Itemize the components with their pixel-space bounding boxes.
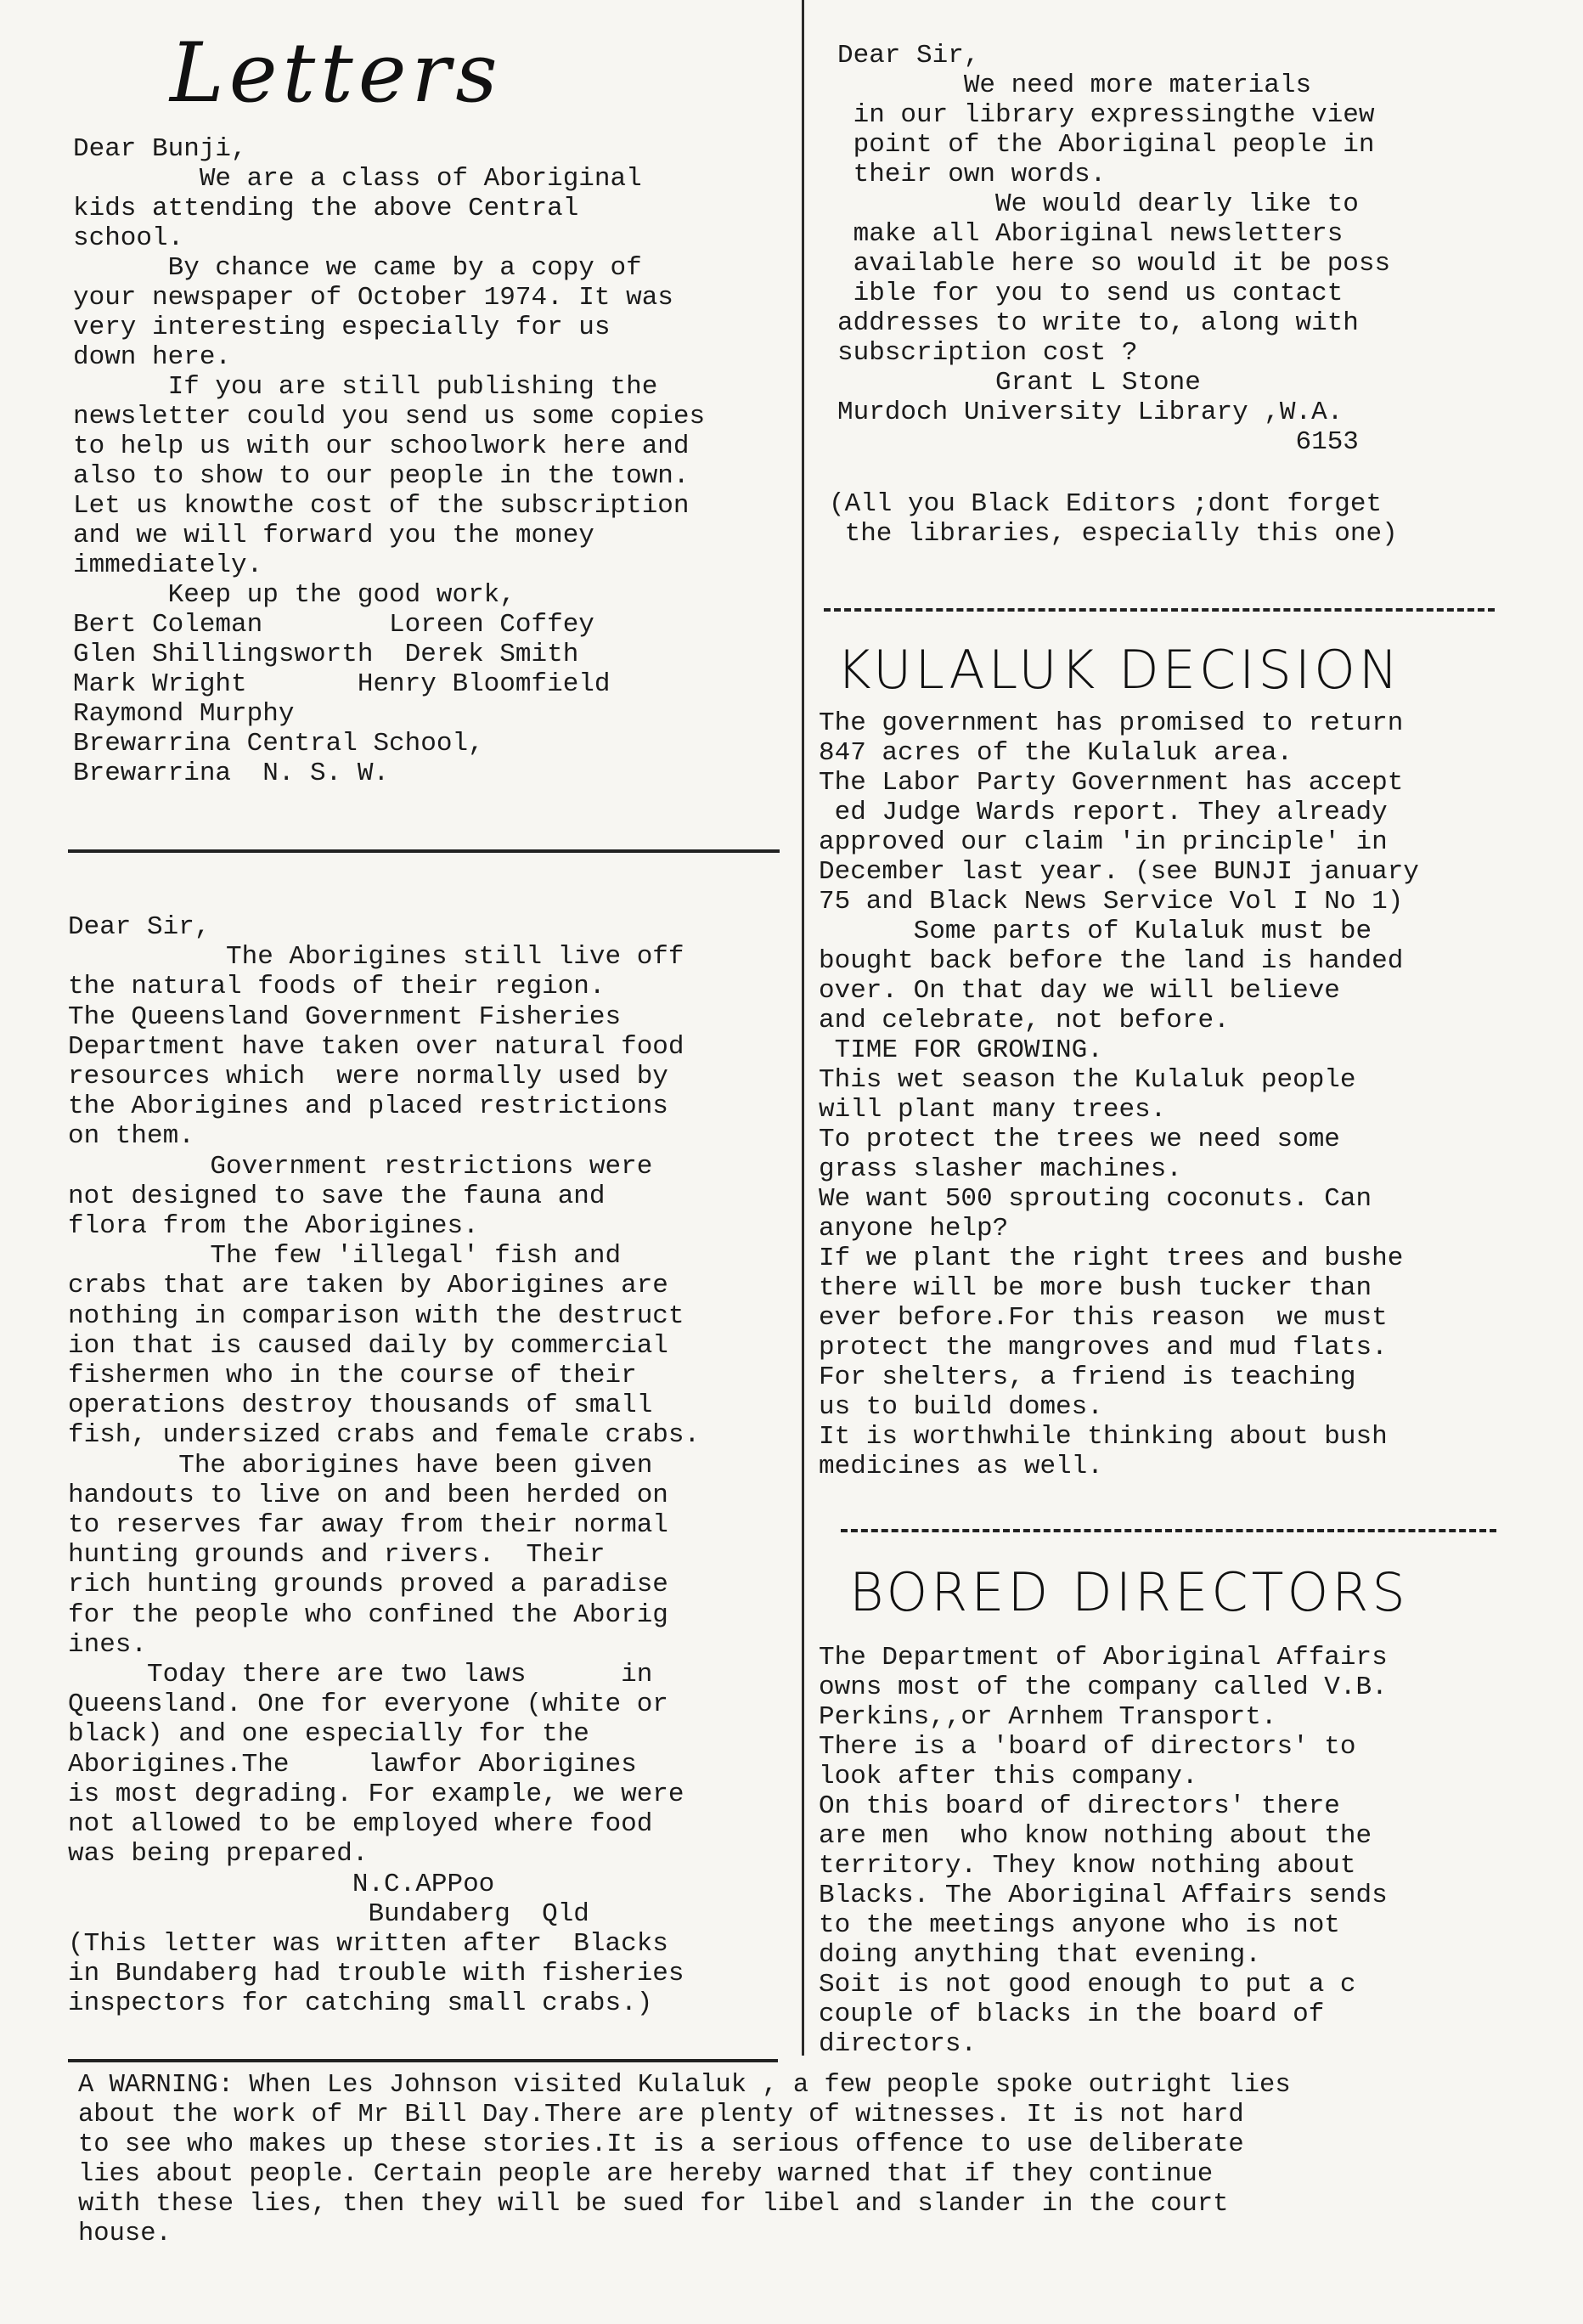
- text-line: Glen Shillingsworth Derek Smith: [73, 640, 579, 669]
- text-line: fish, undersized crabs and female crabs.: [68, 1420, 701, 1451]
- text-line: medicines as well.: [819, 1452, 1103, 1481]
- text-line: Murdoch University Library ,W.A.: [837, 398, 1344, 427]
- text-line: look after this company.: [819, 1762, 1198, 1791]
- text-line: point of the Aboriginal people in: [837, 130, 1375, 160]
- text-line: Bundaberg Qld: [68, 1898, 589, 1929]
- letter-fisheries: [68, 912, 700, 2019]
- text-line: Brewarrina Central School,: [73, 729, 484, 759]
- column-divider: [802, 0, 804, 2056]
- text-line: inspectors for catching small crabs.): [68, 1988, 653, 2019]
- text-line: This wet season the Kulaluk people: [819, 1065, 1356, 1095]
- letters-heading: Letters: [170, 25, 503, 121]
- text-line: 847 acres of the Kulaluk area.: [819, 738, 1293, 768]
- text-line: The Aborigines still live off: [68, 942, 684, 973]
- text-line: If you are still publishing the: [73, 372, 658, 402]
- text-line: Keep up the good work,: [73, 580, 515, 610]
- text-line: Aborigines.The lawfor Aborigines: [68, 1749, 637, 1780]
- rule-right-2: [841, 1529, 1496, 1532]
- kulaluk-article: [819, 708, 1419, 1481]
- text-line: flora from the Aborigines.: [68, 1211, 479, 1242]
- text-line: Bert Coleman Loreen Coffey: [73, 610, 594, 640]
- text-line: On this board of directors' there: [819, 1791, 1340, 1821]
- text-line: Perkins,,or Arnhem Transport.: [819, 1702, 1277, 1732]
- text-line: your newspaper of October 1974. It was: [73, 283, 673, 313]
- bored-directors-article: [819, 1643, 1388, 2059]
- text-line: approved our claim 'in principle' in: [819, 827, 1388, 857]
- text-line: school.: [73, 223, 184, 253]
- rule-left-1: [68, 849, 780, 853]
- text-line: and we will forward you the money: [73, 521, 594, 550]
- text-line: will plant many trees.: [819, 1095, 1167, 1125]
- text-line: rich hunting grounds proved a paradise: [68, 1570, 668, 1600]
- text-line: on them.: [68, 1121, 194, 1152]
- text-line: addresses to write to, along with: [837, 308, 1359, 338]
- text-line: It is worthwhile thinking about bush: [819, 1422, 1388, 1452]
- text-line: The aborigines have been given: [68, 1450, 653, 1481]
- warning-notice: [78, 2071, 1291, 2249]
- text-line: lies about people. Certain people are hereby warned that if they continue: [78, 2160, 1214, 2189]
- text-line: nothing in comparison with the destruct: [68, 1300, 684, 1331]
- text-line: We want 500 sprouting coconuts. Can: [819, 1184, 1372, 1214]
- text-line: ible for you to send us contact: [837, 279, 1344, 308]
- text-line: grass slasher machines.: [819, 1154, 1182, 1184]
- text-line: If we plant the right trees and bushe: [819, 1244, 1404, 1273]
- text-line: operations destroy thousands of small: [68, 1390, 653, 1421]
- text-line: down here.: [73, 342, 232, 372]
- text-line: available here so would it be poss: [837, 249, 1391, 279]
- text-line: The few 'illegal' fish and: [68, 1241, 622, 1272]
- text-line: hunting grounds and rivers. Their: [68, 1540, 606, 1571]
- text-line: December last year. (see BUNJI january: [819, 857, 1419, 887]
- text-line: Mark Wright Henry Bloomfield: [73, 669, 611, 699]
- text-line: territory. They know nothing about: [819, 1851, 1356, 1881]
- text-line: ines.: [68, 1629, 148, 1660]
- text-line: The Queensland Government Fisheries: [68, 1001, 622, 1032]
- text-line: For shelters, a friend is teaching: [819, 1362, 1356, 1392]
- text-line: Department have taken over natural food: [68, 1031, 684, 1062]
- text-line: We need more materials: [837, 71, 1312, 100]
- text-line: resources which were normally used by: [68, 1062, 668, 1092]
- rule-left-2: [68, 2059, 778, 2062]
- text-line: immediately.: [73, 550, 263, 580]
- text-line: We are a class of Aboriginal: [73, 164, 642, 194]
- text-line: Dear Sir,: [837, 41, 980, 71]
- text-line: subscription cost ?: [837, 338, 1138, 368]
- text-line: about the work of Mr Bill Day.There are plenty of witnesses. It is not hard: [78, 2101, 1244, 2129]
- text-line: very interesting especially for us: [73, 313, 611, 342]
- text-line: their own words.: [837, 160, 1107, 189]
- letter-library: [837, 41, 1390, 457]
- text-line: Soit is not good enough to put a c: [819, 1970, 1356, 2000]
- text-line: kids attending the above Central: [73, 194, 579, 223]
- text-line: and celebrate, not before.: [819, 1006, 1230, 1035]
- text-line: (All you Black Editors ;dont forget: [829, 489, 1383, 519]
- text-line: to see who makes up these stories.It is a serious offence to use deliberate: [78, 2130, 1244, 2159]
- text-line: there will be more bush tucker than: [819, 1273, 1372, 1303]
- text-line: the Aborigines and placed restrictions: [68, 1091, 668, 1122]
- text-line: are men who know nothing about the: [819, 1821, 1372, 1851]
- text-line: for the people who confined the Aborig: [68, 1599, 668, 1630]
- text-line: is most degrading. For example, we were: [68, 1779, 684, 1809]
- text-line: Some parts of Kulaluk must be: [819, 917, 1372, 946]
- text-line: Government restrictions were: [68, 1151, 653, 1182]
- text-line: Dear Bunji,: [73, 134, 247, 164]
- text-line: Dear Sir,: [68, 912, 211, 942]
- text-line: the natural foods of their region.: [68, 972, 606, 1002]
- letter-dear-bunji: [73, 134, 705, 788]
- text-line: in our library expressingthe view: [837, 100, 1375, 130]
- library-editor-note: [829, 489, 1398, 549]
- text-line: crabs that are taken by Aborigines are: [68, 1271, 668, 1301]
- text-line: the libraries, especially this one): [829, 519, 1398, 549]
- text-line: N.C.APPoo: [68, 1869, 495, 1899]
- text-line: to the meetings anyone who is not: [819, 1910, 1340, 1940]
- text-line: over. On that day we will believe: [819, 976, 1340, 1006]
- text-line: couple of blacks in the board of: [819, 2000, 1325, 2029]
- text-line: us to build domes.: [819, 1392, 1103, 1422]
- text-line: anyone help?: [819, 1214, 1009, 1244]
- text-line: ed Judge Wards report. They already: [819, 798, 1388, 827]
- text-line: owns most of the company called V.B.: [819, 1672, 1388, 1702]
- text-line: TIME FOR GROWING.: [819, 1035, 1103, 1065]
- text-line: was being prepared.: [68, 1839, 369, 1870]
- text-line: (This letter was written after Blacks: [68, 1928, 668, 1959]
- text-line: The Labor Party Government has accept: [819, 768, 1404, 798]
- text-line: Today there are two laws in: [68, 1660, 653, 1690]
- text-line: newsletter could you send us some copies: [73, 402, 706, 432]
- text-line: Raymond Murphy: [73, 699, 295, 729]
- text-line: with these lies, then they will be sued for libel and slander in the court: [78, 2190, 1229, 2219]
- text-line: Queensland. One for everyone (white or: [68, 1689, 668, 1720]
- text-line: not designed to save the fauna and: [68, 1181, 606, 1211]
- text-line: bought back before the land is handed: [819, 946, 1404, 976]
- text-line: Let us knowthe cost of the subscription: [73, 491, 690, 521]
- text-line: Brewarrina N. S. W.: [73, 759, 390, 788]
- text-line: The government has promised to return: [819, 708, 1404, 738]
- text-line: Grant L Stone: [837, 368, 1201, 398]
- text-line: ever before.For this reason we must: [819, 1303, 1388, 1333]
- text-line: Blacks. The Aboriginal Affairs sends: [819, 1881, 1388, 1910]
- text-line: There is a 'board of directors' to: [819, 1732, 1356, 1762]
- rule-right-1: [824, 608, 1495, 612]
- text-line: to help us with our schoolwork here and: [73, 432, 690, 461]
- text-line: also to show to our people in the town.: [73, 461, 690, 491]
- text-line: black) and one especially for the: [68, 1719, 589, 1750]
- text-line: The Department of Aboriginal Affairs: [819, 1643, 1388, 1672]
- text-line: 6153: [837, 427, 1359, 457]
- text-line: protect the mangroves and mud flats.: [819, 1333, 1388, 1362]
- text-line: handouts to live on and been herded on: [68, 1480, 668, 1510]
- text-line: to reserves far away from their normal: [68, 1510, 668, 1541]
- text-line: We would dearly like to: [837, 189, 1359, 219]
- text-line: doing anything that evening.: [819, 1940, 1261, 1970]
- text-line: in Bundaberg had trouble with fisheries: [68, 1959, 684, 1989]
- text-line: directors.: [819, 2029, 977, 2059]
- text-line: ion that is caused daily by commercial: [68, 1330, 668, 1361]
- text-line: not allowed to be employed where food: [68, 1809, 653, 1840]
- text-line: 75 and Black News Service Vol I No 1): [819, 887, 1404, 917]
- text-line: By chance we came by a copy of: [73, 253, 642, 283]
- kulaluk-heading: KULALUK DECISION: [837, 639, 1402, 701]
- text-line: fishermen who in the course of their: [68, 1361, 637, 1391]
- text-line: make all Aboriginal newsletters: [837, 219, 1344, 249]
- text-line: To protect the trees we need some: [819, 1125, 1340, 1154]
- text-line: house.: [78, 2220, 172, 2248]
- bored-directors-heading: BORED DIRECTORS: [849, 1561, 1409, 1623]
- text-line: A WARNING: When Les Johnson visited Kulaluk , a few people spoke outright lies: [78, 2071, 1291, 2100]
